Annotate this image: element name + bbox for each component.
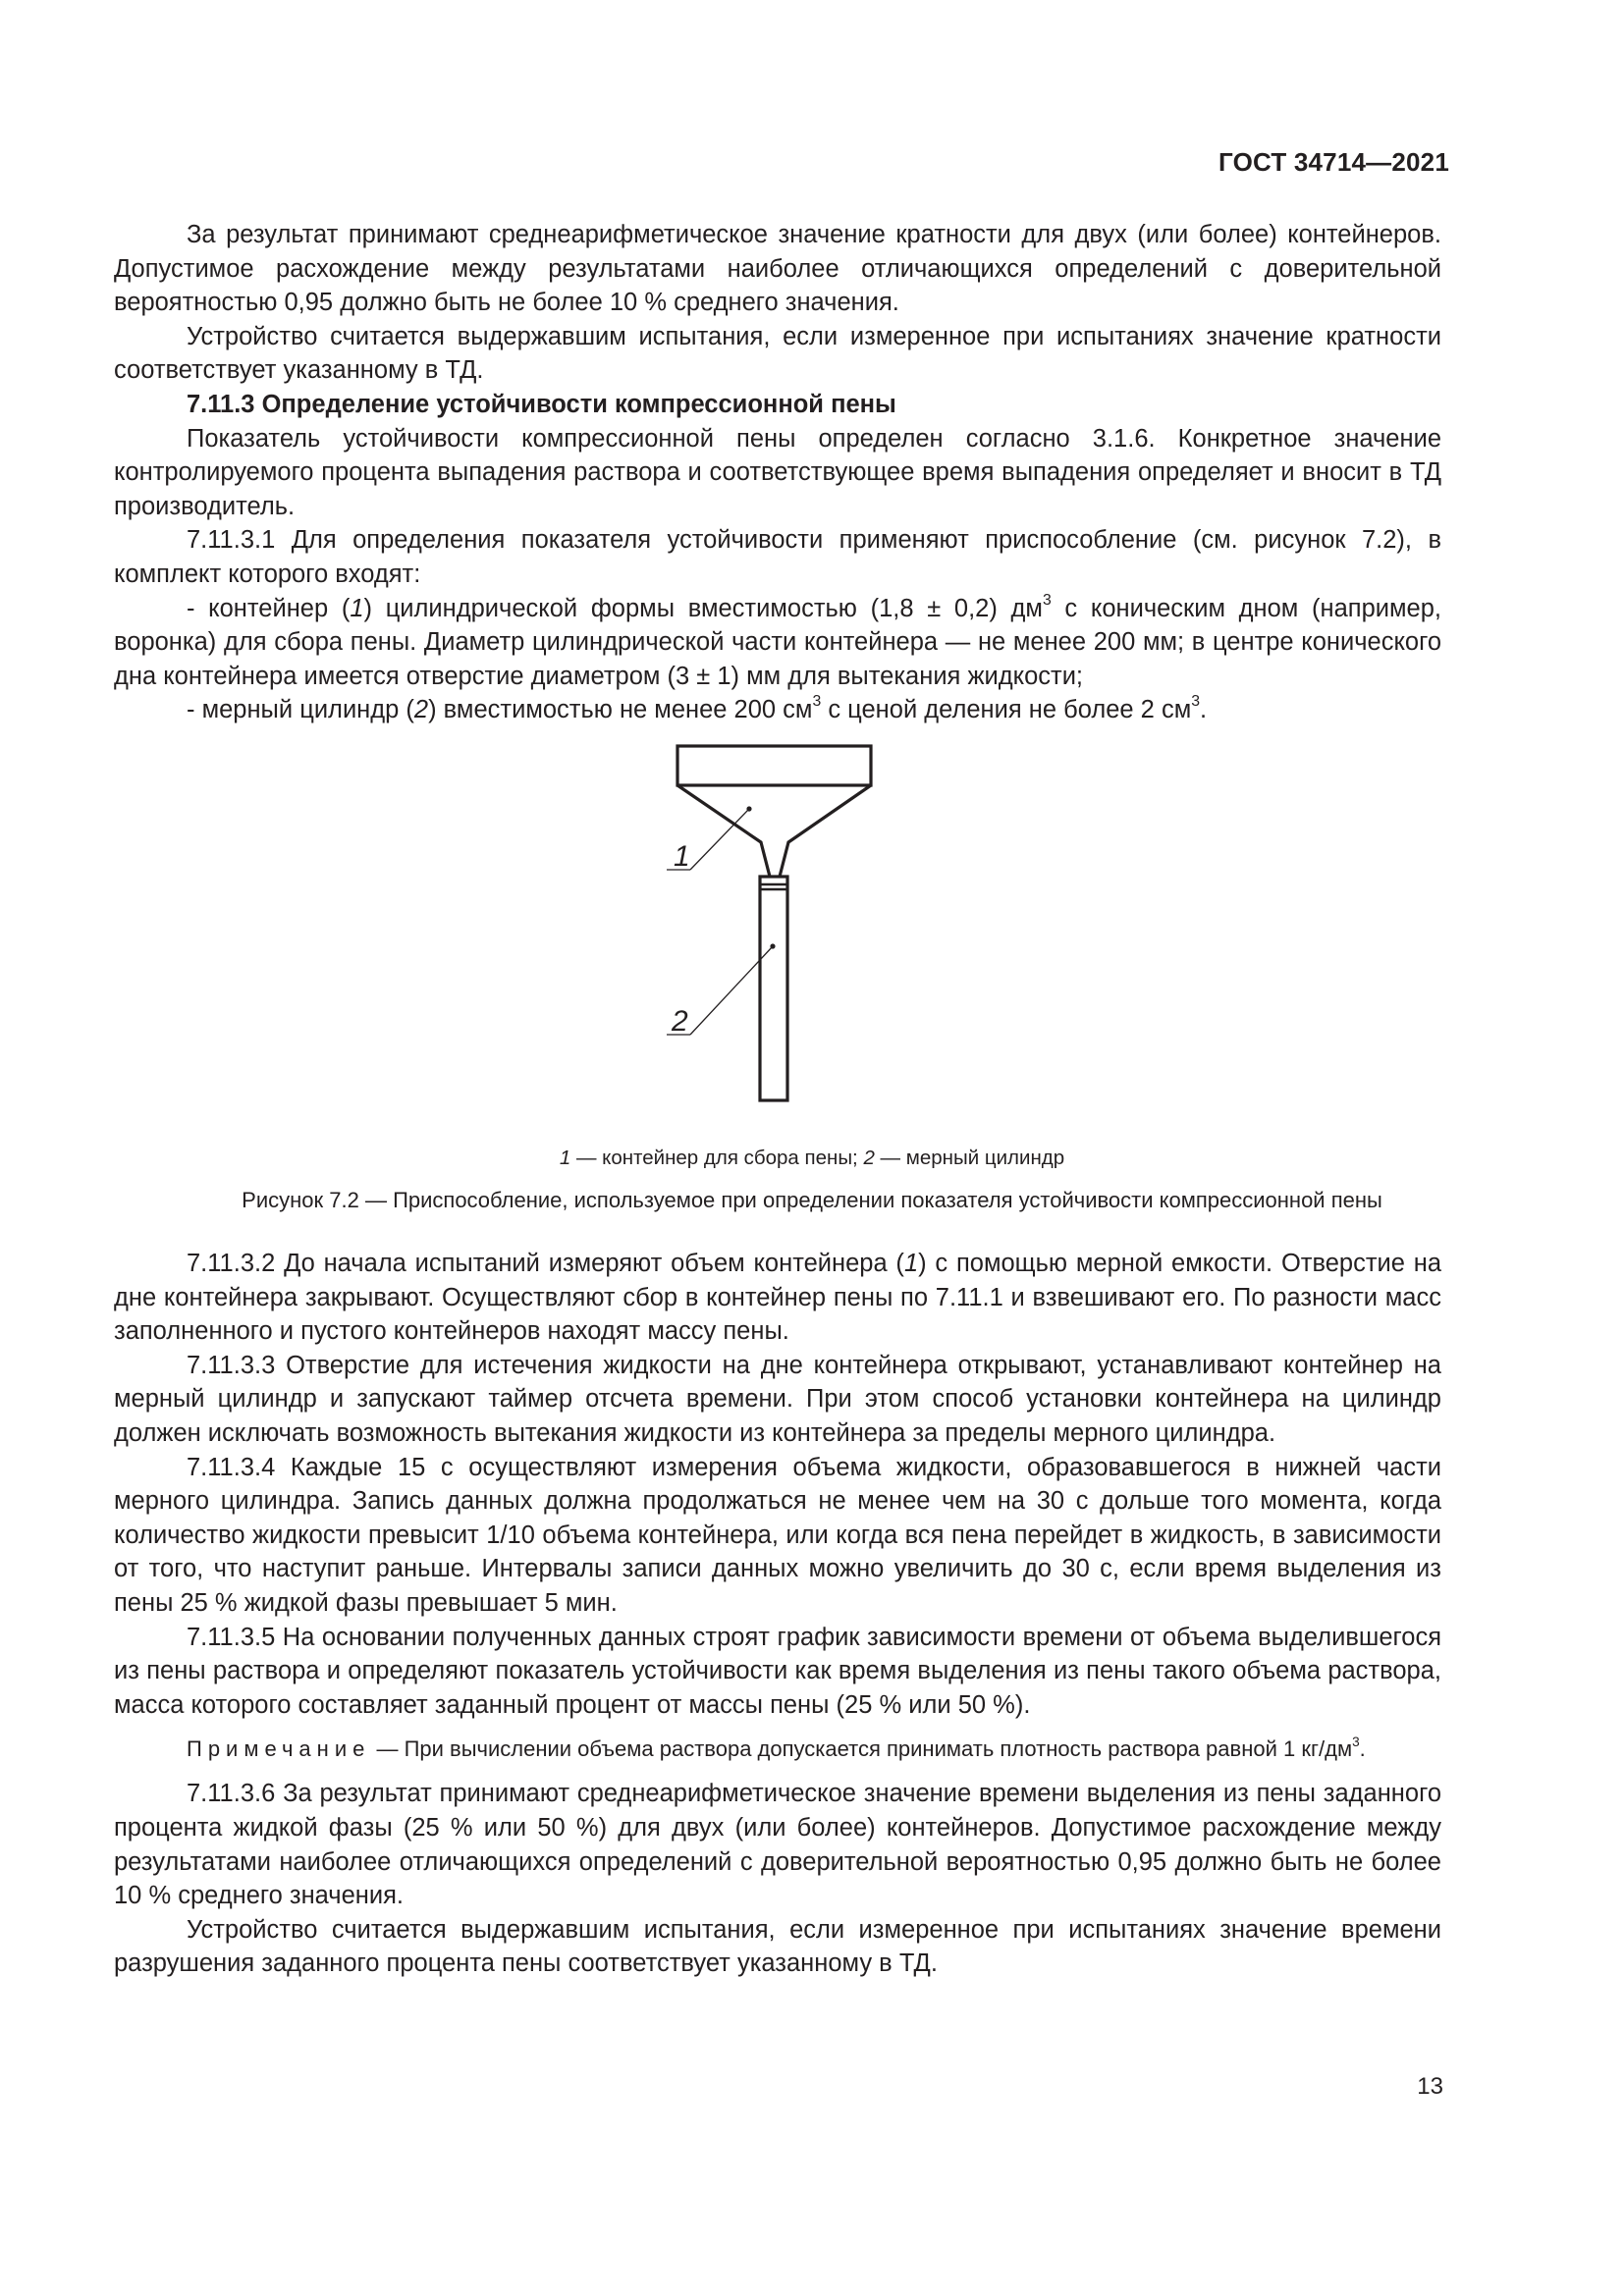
- leader-dot-2: [770, 943, 775, 948]
- container-cylindrical-part: [677, 746, 871, 785]
- paragraph-7-11-3-6: 7.11.3.6 За результат принимают среднеарифметическое значение времени выделения из пены заданного процента жидкой фазы (25 % или 50 %) для двух (или более) контейнеров. Допустимое расхождение между результатами наиболее отличающихся определений с доверительной вероятностью 0,95 должно быть не более 10 % среднего значения.: [114, 1780, 1441, 1910]
- leader-dot-1: [746, 806, 751, 811]
- document-header-standard-id: ГОСТ 34714—2021: [1218, 147, 1449, 177]
- paragraph-result-multiplicity: За результат принимают среднеарифметическое значение кратности для двух (или более) контейнеров. Допустимое расхождение между результатами наиболее отличающихся определений с доверительной вероятностью 0,95 должно быть не более 10 % среднего значения.: [114, 221, 1441, 317]
- text-block-top: [114, 218, 1441, 727]
- note-density: Примечание — При вычислении объема раствора допускается принимать плотность раствора равной 1 $кг/дм^3$.: [187, 1735, 1366, 1762]
- figure-caption: Рисунок 7.2 — Приспособление, используемое при определении показателя устойчивости компрессионной пены: [242, 1188, 1382, 1212]
- figure-legend: 1 — контейнер для сбора пены; 2 — мерный цилиндр: [559, 1147, 1065, 1169]
- page-number: 13: [1417, 2073, 1443, 2100]
- paragraph-7-11-3-3: 7.11.3.3 Отверстие для истечения жидкости на дне контейнера открывают, устанавливают контейнер на мерный цилиндр и запускают таймер отсчета времени. При этом способ установки контейнера на цилиндр должен исключать возможность вытекания жидкости из контейнера за пределы мерного цилиндра.: [114, 1351, 1441, 1447]
- paragraph-stability-indicator: Показатель устойчивости компрессионной пены определен согласно 3.1.6. Конкретное значение контролируемого процента выпадения раствора и соответствующее время выпадения определяет и вносит в ТД производитель.: [114, 424, 1441, 520]
- figure-label-2: 2: [672, 1005, 688, 1038]
- text-block-middle: [114, 1247, 1441, 1981]
- list-item-container: - контейнер (1) цилиндрической формы вместимостью (1,8 ± 0,2) $дм^3$ с коническим дном (например, воронка) для сбора пены. Диаметр цилиндрической части контейнера — не менее 200 мм; в центре конического дна контейнера имеется отверстие диаметром (3 ± 1) мм для вытекания жидкости;: [114, 591, 1441, 690]
- list-item-measuring-cylinder: - мерный цилиндр (2) вместимостью не менее 200 $см^3$ с ценой деления не более 2 $см^3$.: [187, 693, 1208, 724]
- funnel-left-wall: [677, 785, 770, 877]
- paragraph-7-11-3-4: 7.11.3.4 Каждые 15 с осуществляют измерения объема жидкости, образовавшегося в нижней части мерного цилиндра. Запись данных должна продолжаться не менее чем на 30 с дольше того момента, когда количество жидкости превысит 1/10 объема контейнера, или когда вся пена перейдет в жидкость, в зависимости от того, что наступит раньше. Интервалы записи данных можно увеличить до 30 с, если время выделения из пены 25 % жидкой фазы превышает 5 мин.: [114, 1453, 1441, 1617]
- leader-line-1: [690, 809, 749, 870]
- funnel-right-wall: [780, 785, 871, 877]
- paragraph-7-11-3-2: 7.11.3.2 До начала испытаний измеряют объем контейнера (1) с помощью мерной емкости. Отверстие на дне контейнера закрывают. Осуществляют сбор в контейнер пены по 7.11.1 и взвешивают его. По разности масс заполненного и пустого контейнеров находят массу пены.: [114, 1250, 1441, 1346]
- figure-label-1: 1: [674, 840, 690, 873]
- paragraph-7-11-3-5: 7.11.3.5 На основании полученных данных строят график зависимости времени от объема выделившегося из пены раствора и определяют показатель устойчивости как время выделения из пены такого объема раствора, масса которого составляет заданный процент от массы пены (25 % или 50 %).: [114, 1623, 1441, 1719]
- note-label: Примечание: [187, 1736, 371, 1762]
- measuring-cylinder: [760, 877, 787, 1100]
- section-heading-7-11-3: 7.11.3 Определение устойчивости компрессионной пены: [187, 390, 896, 418]
- figure-7-2-foam-stability-device: [628, 731, 943, 1124]
- paragraph-device-passed-multiplicity: Устройство считается выдержавшим испытания, если измеренное при испытаниях значение кратности соответствует указанному в ТД.: [114, 322, 1441, 385]
- paragraph-device-passed-time: Устройство считается выдержавшим испытания, если измеренное при испытаниях значение времени разрушения заданного процента пены соответствует указанному в ТД.: [114, 1915, 1441, 1978]
- paragraph-7-11-3-1: 7.11.3.1 Для определения показателя устойчивости применяют приспособление (см. рисунок 7.2), в комплект которого входят:: [114, 526, 1441, 588]
